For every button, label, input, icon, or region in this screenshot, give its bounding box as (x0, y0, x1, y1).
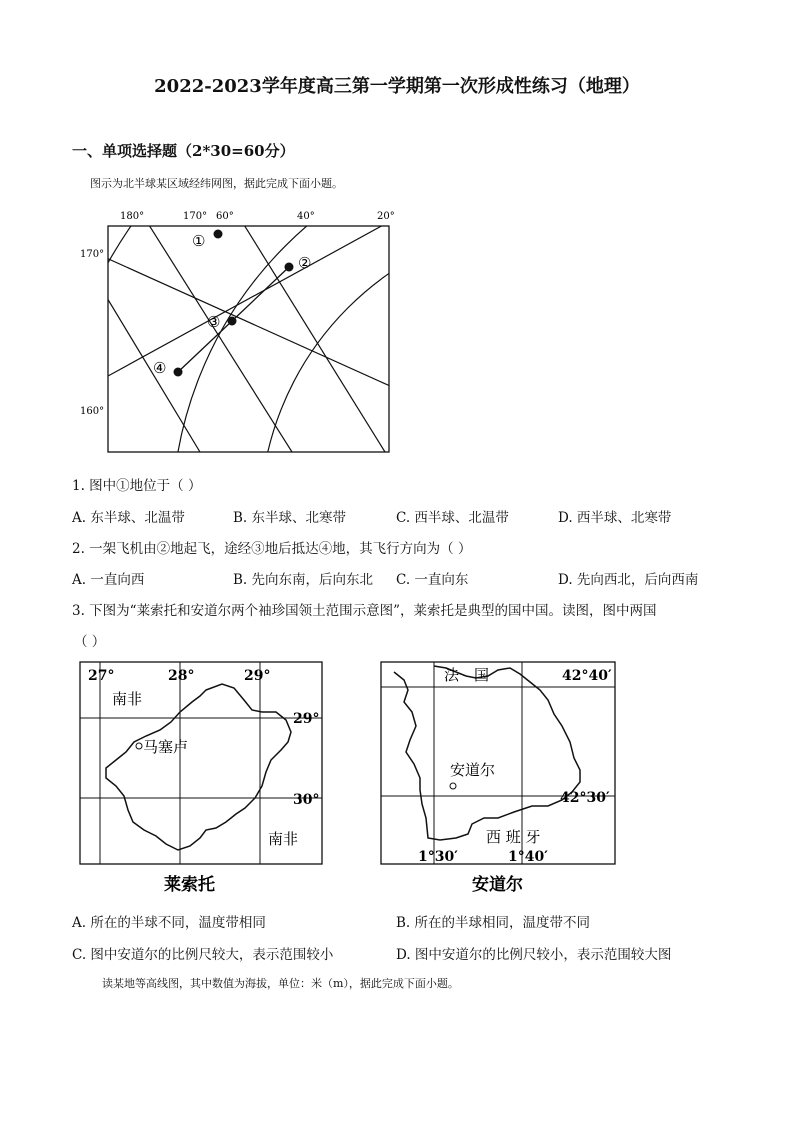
q1-option-d[interactable]: D. 西半球、北寒带 (558, 510, 672, 526)
andorra-outline (394, 666, 580, 840)
question-1-stem: 1. 图中①地位于（ ） (72, 478, 202, 494)
lon-label-170: 170° (183, 211, 208, 222)
andorra-lon-130: 1°30′ (418, 849, 458, 865)
page-title: 2022-2023学年度高三第一学期第一次形成性练习（地理） (154, 76, 640, 97)
point-label-3: ③ (207, 313, 221, 331)
q3-option-b[interactable]: B. 所在的半球相同，温度带不同 (396, 915, 591, 931)
andorra-lat-4230: 42°30′ (560, 790, 610, 806)
label-south-africa-bottom: 南非 (268, 830, 299, 848)
question-2-stem: 2. 一架飞机由②地起飞，途经③地后抵达④地，其飞行方向为（ ） (72, 541, 472, 557)
point-label-1: ① (192, 232, 206, 250)
q3-option-d[interactable]: D. 图中安道尔的比例尺较小，表示范围较大图 (396, 947, 672, 963)
label-andorra: 安道尔 (450, 761, 496, 779)
lon-label-20: 20° (377, 211, 395, 222)
q1-option-b[interactable]: B. 东半球、北寒带 (233, 510, 347, 526)
q3-option-c[interactable]: C. 图中安道尔的比例尺较大，表示范围较小 (72, 947, 334, 963)
lon-label-60: 60° (216, 211, 234, 222)
lesotho-lon-27: 27° (88, 668, 115, 684)
lesotho-lat-29: 29° (293, 711, 320, 727)
lesotho-lat-30: 30° (293, 792, 320, 808)
intro-text-1: 图示为北半球某区域经纬网图，据此完成下面小题。 (90, 177, 343, 190)
q1-option-c[interactable]: C. 西半球、北温带 (396, 510, 509, 526)
label-france: 法 国 (444, 666, 490, 684)
q3-option-a[interactable]: A. 所在的半球不同，温度带相同 (72, 915, 266, 931)
lon-label-40: 40° (297, 211, 315, 222)
q1-option-a[interactable]: A. 东半球、北温带 (72, 510, 185, 526)
q2-option-b[interactable]: B. 先向东南，后向东北 (233, 572, 374, 588)
lon-label-180: 180° (120, 211, 145, 222)
lesotho-lon-28: 28° (168, 668, 195, 684)
label-maseru: 马塞卢 (143, 738, 189, 756)
section-heading: 一、单项选择题（2*30=60分） (72, 142, 295, 160)
question-3-stem-line1: 3. 下图为“莱索托和安道尔两个袖珍国领土范围示意图”，莱索托是典型的国中国。读图，图中两国 (72, 603, 657, 619)
q2-option-d[interactable]: D. 先向西北，后向西南 (558, 572, 699, 588)
q2-option-a[interactable]: A. 一直向西 (72, 572, 145, 588)
label-south-africa-top: 南非 (112, 690, 143, 708)
andorra-caption: 安道尔 (472, 875, 523, 895)
lat-label-160: 160° (80, 406, 105, 417)
andorra-lon-140: 1°40′ (508, 849, 548, 865)
lesotho-caption: 莱索托 (164, 875, 215, 895)
label-spain: 西 班 牙 (486, 828, 541, 846)
point-label-2: ② (298, 254, 312, 272)
question-3-stem-line2: （ ） (74, 634, 106, 650)
andorra-lat-4240: 42°40′ (562, 668, 612, 684)
lesotho-lon-29: 29° (244, 668, 271, 684)
point-label-4: ④ (153, 359, 167, 377)
lat-label-170: 170° (80, 249, 105, 260)
intro-text-2: 读某地等高线图，其中数值为海拔，单位：米（m），据此完成下面小题。 (102, 977, 459, 990)
q2-option-c[interactable]: C. 一直向东 (396, 572, 469, 588)
